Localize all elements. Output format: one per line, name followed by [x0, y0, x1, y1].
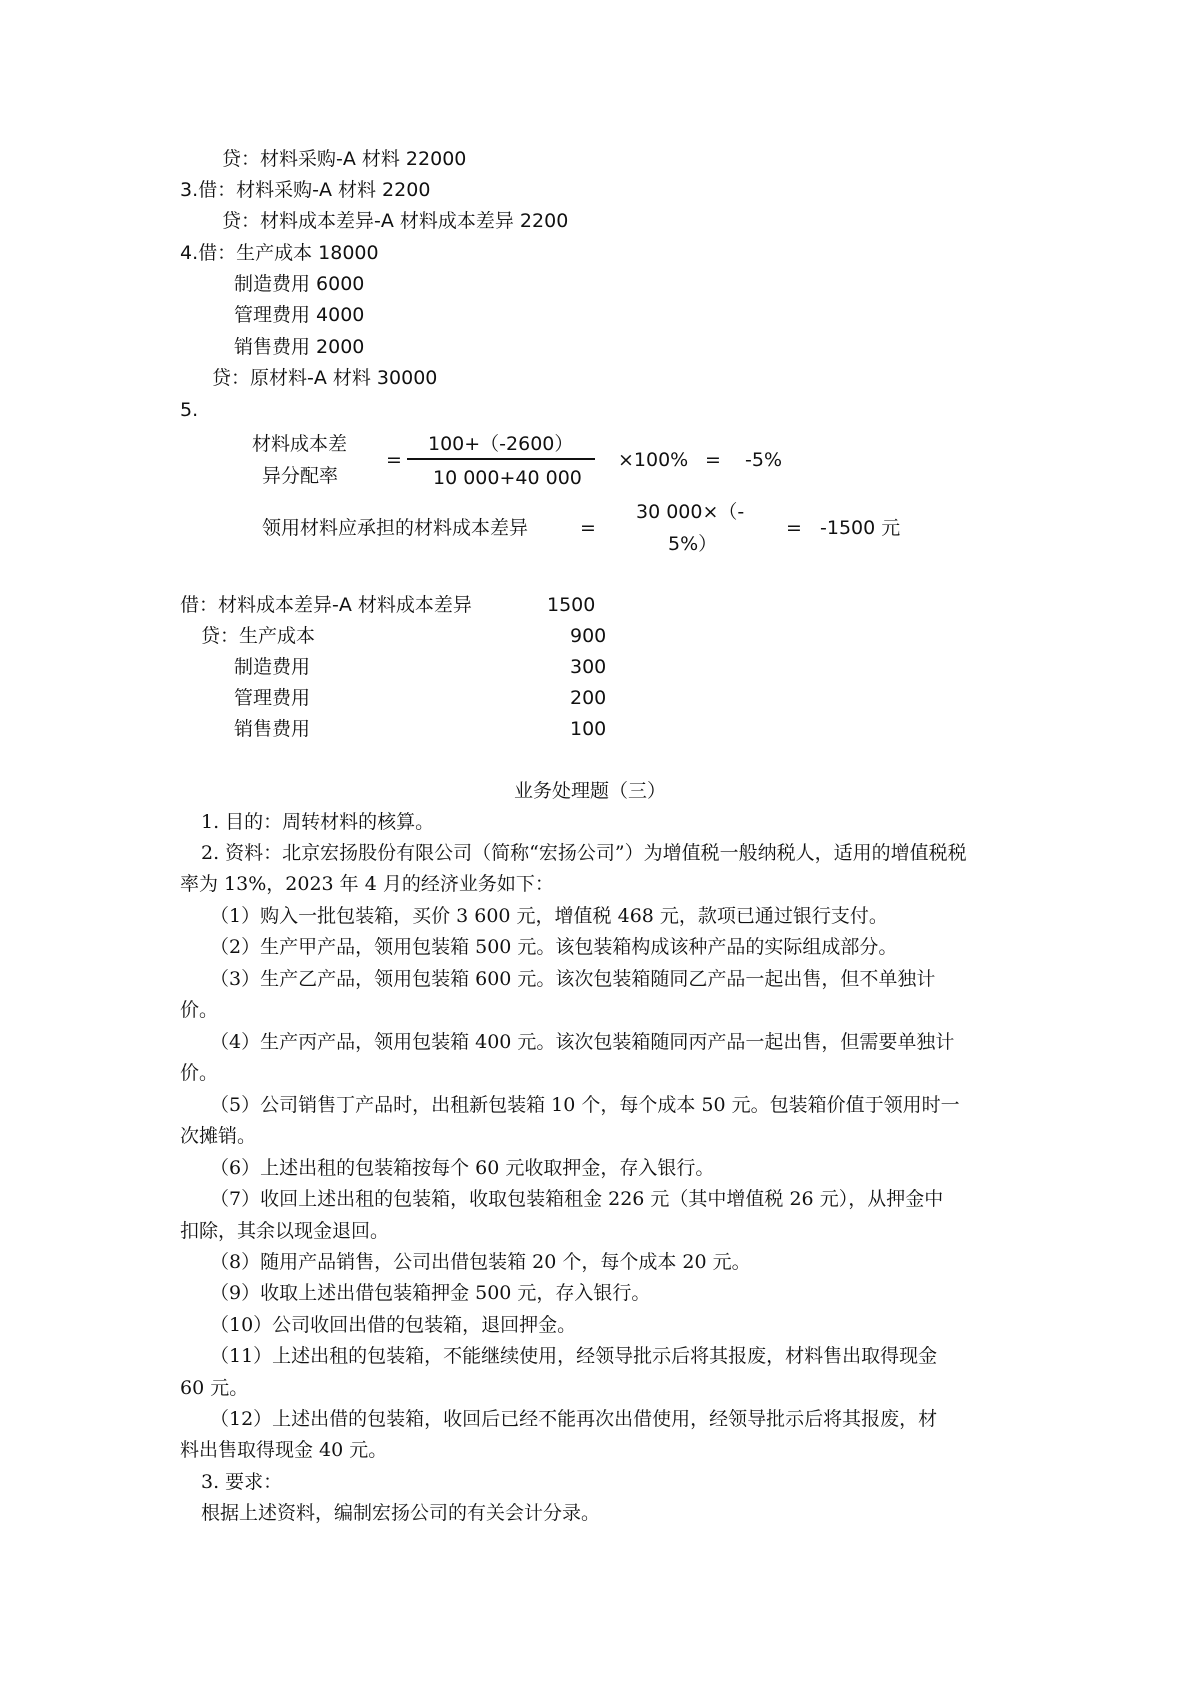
- journal-line: 贷：材料成本差异-A 材料成本差异 2200: [222, 210, 569, 232]
- formula-label: 领用材料应承担的材料成本差异: [262, 517, 529, 539]
- body-line: 1. 目的：周转材料的核算。: [201, 811, 435, 833]
- body-line: 2. 资料：北京宏扬股份有限公司（简称“宏扬公司”）为增值税一般纳税人，适用的增值税税: [201, 842, 967, 864]
- body-line: 60 元。: [180, 1377, 249, 1399]
- body-line: （4）生产丙产品，领用包装箱 400 元。该次包装箱随同丙产品一起出售，但需要单独计: [210, 1031, 955, 1053]
- journal-label: 贷：生产成本: [201, 625, 316, 647]
- journal-line: 销售费用 2000: [234, 336, 365, 358]
- body-line: （7）收回上述出租的包装箱，收取包装箱租金 226 元（其中增值税 26 元），从押金中: [210, 1188, 944, 1210]
- formula-result: -1500 元: [820, 517, 901, 539]
- body-line: 扣除，其余以现金退回。: [180, 1220, 390, 1242]
- body-line: （3）生产乙产品，领用包装箱 600 元。该次包装箱随同乙产品一起出售，但不单独计: [210, 968, 936, 990]
- body-line: （10）公司收回出借的包装箱，退回押金。: [210, 1314, 577, 1336]
- equals-sign: =: [580, 517, 596, 539]
- section-title: 业务处理题（三）: [514, 780, 667, 802]
- journal-label: 管理费用: [234, 687, 311, 709]
- body-line: （5）公司销售丁产品时，出租新包装箱 10 个，每个成本 50 元。包装箱价值于领用时一: [210, 1094, 960, 1116]
- body-line: （8）随用产品销售，公司出借包装箱 20 个，每个成本 20 元。: [210, 1251, 751, 1273]
- journal-label: 制造费用: [234, 656, 311, 678]
- body-line: 根据上述资料，编制宏扬公司的有关会计分录。: [201, 1502, 601, 1524]
- formula-label: 材料成本差: [252, 433, 348, 455]
- formula-expression: 30 000×（-: [636, 501, 745, 523]
- journal-line: 制造费用 6000: [234, 273, 365, 295]
- journal-line: 4.借：生产成本 18000: [180, 242, 379, 264]
- body-line: （11）上述出租的包装箱，不能继续使用，经领导批示后将其报废，材料售出取得现金: [210, 1345, 938, 1367]
- equals-sign: =: [386, 449, 402, 471]
- formula-expression: 5%）: [668, 533, 718, 555]
- body-line: （6）上述出租的包装箱按每个 60 元收取押金，存入银行。: [210, 1157, 715, 1179]
- fraction-denominator: 10 000+40 000: [433, 467, 582, 489]
- body-line: （9）收取上述出借包装箱押金 500 元，存入银行。: [210, 1282, 651, 1304]
- body-line: 次摊销。: [180, 1125, 257, 1147]
- body-line: （2）生产甲产品，领用包装箱 500 元。该包装箱构成该种产品的实际组成部分。: [210, 936, 898, 958]
- body-line: （1）购入一批包装箱，买价 3 600 元，增值税 468 元，款项已通过银行支付。: [210, 905, 888, 927]
- journal-label: 借：材料成本差异-A 材料成本差异: [180, 594, 472, 616]
- journal-amount: 900: [570, 625, 607, 647]
- journal-line: 管理费用 4000: [234, 304, 365, 326]
- journal-line: 5.: [180, 399, 199, 421]
- formula-label: 异分配率: [262, 465, 339, 487]
- equals-sign: =: [786, 517, 802, 539]
- body-line: 料出售取得现金 40 元。: [180, 1439, 388, 1461]
- journal-amount: 100: [570, 718, 607, 740]
- journal-amount: 1500: [547, 594, 596, 616]
- formula-result: -5%: [745, 449, 782, 471]
- body-line: 率为 13%，2023 年 4 月的经济业务如下：: [180, 873, 554, 895]
- body-line: 价。: [180, 999, 219, 1021]
- body-line: （12）上述出借的包装箱，收回后已经不能再次出借使用，经领导批示后将其报废，材: [210, 1408, 938, 1430]
- journal-amount: 200: [570, 687, 607, 709]
- journal-label: 销售费用: [234, 718, 311, 740]
- journal-line: 贷：材料采购-A 材料 22000: [222, 148, 467, 170]
- journal-line: 贷：原材料-A 材料 30000: [212, 367, 438, 389]
- fraction-bar: [407, 458, 595, 460]
- body-line: 3. 要求：: [201, 1471, 283, 1493]
- multiplier: ×100%: [618, 449, 689, 471]
- journal-line: 3.借：材料采购-A 材料 2200: [180, 179, 431, 201]
- equals-sign: =: [705, 449, 721, 471]
- body-line: 价。: [180, 1062, 219, 1084]
- fraction-numerator: 100+（-2600）: [428, 433, 574, 455]
- journal-amount: 300: [570, 656, 607, 678]
